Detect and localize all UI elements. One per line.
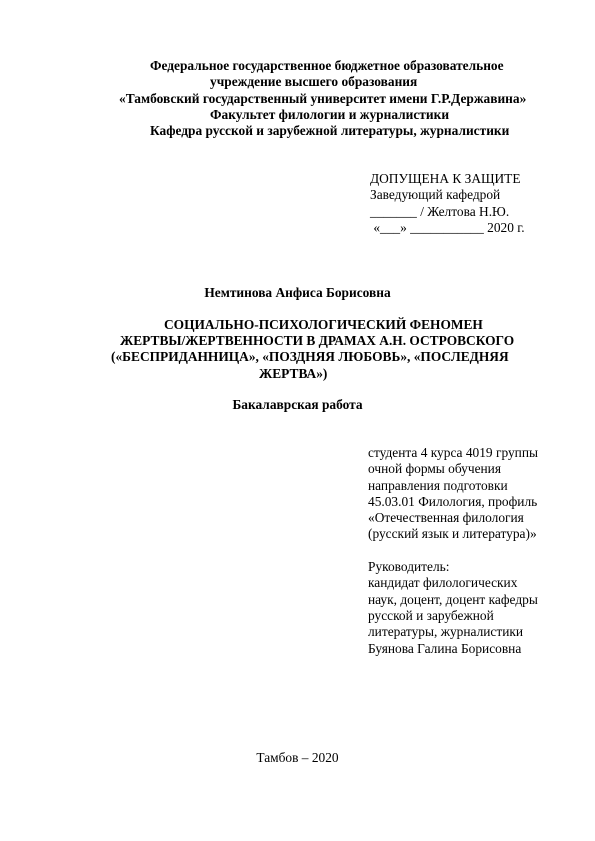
student-info-line: «Отечественная филология (368, 510, 524, 525)
head-of-department-label: Заведующий кафедрой (370, 187, 501, 202)
student-info-line: (русский язык и литература)» (368, 526, 537, 541)
student-info-line: направления подготовки (368, 478, 508, 493)
title-line: ЖЕРТВЫ/ЖЕРТВЕННОСТИ В ДРАМАХ А.Н. ОСТРОВСКОГО (120, 333, 515, 348)
supervisor-name: Буянова Галина Борисовна (368, 641, 522, 656)
title-line: СОЦИАЛЬНО-ПСИХОЛОГИЧЕСКИЙ ФЕНОМЕН (164, 317, 483, 332)
admission-date-line: «___» ___________ 2020 г. (370, 220, 525, 235)
supervisor-info-line: наук, доцент, доцент кафедры (368, 592, 538, 607)
admission-status: ДОПУЩЕНА К ЗАЩИТЕ (370, 171, 521, 186)
supervisor-info-line: литературы, журналистики (368, 624, 524, 639)
institution-line: «Тамбовский государственный университет имени Г.Р.Державина» (119, 91, 527, 106)
institution-line: Федеральное государственное бюджетное образовательное (150, 58, 504, 73)
student-info-line: студента 4 курса 4019 группы (368, 445, 539, 460)
author-name: Немтинова Анфиса Борисовна (204, 285, 391, 300)
department-line: Кафедра русской и зарубежной литературы, журналистики (150, 123, 510, 138)
institution-line: учреждение высшего образования (210, 74, 418, 89)
work-type: Бакалаврская работа (232, 397, 363, 412)
student-info-line: 45.03.01 Филология, профиль (368, 494, 538, 509)
student-info-line: очной формы обучения (368, 461, 502, 476)
city-year-footer: Тамбов – 2020 (256, 750, 339, 765)
faculty-line: Факультет филологии и журналистики (210, 107, 450, 122)
title-line: ЖЕРТВА») (259, 366, 328, 381)
supervisor-info-line: кандидат филологических (368, 575, 518, 590)
title-line: («БЕСПРИДАННИЦА», «ПОЗДНЯЯ ЛЮБОВЬ», «ПОСЛЕДНЯЯ (111, 349, 509, 364)
supervisor-label: Руководитель: (368, 559, 450, 574)
supervisor-info-line: русской и зарубежной (368, 608, 494, 623)
head-signature-line: _______ / Желтова Н.Ю. (370, 204, 510, 219)
